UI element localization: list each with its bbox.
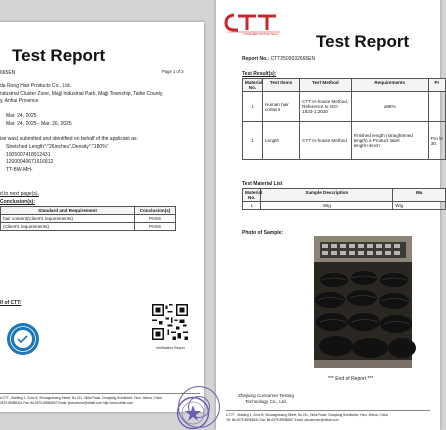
table-header: Material No. [243,189,261,202]
official-seal-icon [176,396,210,430]
table-cell: 1 [243,92,263,122]
table-cell: (Client's requirements) [1,223,135,231]
table-cell: Pro le 30. [428,122,445,160]
table-header: Test Method [300,79,351,92]
sample-code-2: 12000040671616812 [6,159,54,165]
table-header: Ma [393,189,446,202]
table-cell: Wig [261,202,393,210]
client-address-line1: ndustrial Cluster Zone, Majji Industrial Park, Majji Township, Taihe County, [0,91,164,97]
table-cell: Length [263,122,300,160]
table-row [1,223,176,231]
material-table [242,188,446,210]
table-cell: PASS [135,215,176,223]
table-header: Standard and Requirement [1,207,135,215]
table-row [243,202,446,210]
table-cell: CTT In-house Method [300,122,351,160]
photo-heading: Photo of Sample: [242,230,284,236]
table-row [243,122,446,160]
report-number-value: CTT2503032665EN [270,56,316,62]
sample-description: Stretched Length":"26inches",Density":"180%" [6,144,109,150]
table-row [1,215,176,223]
table-cell: hair content(Client's requirements) [1,215,135,223]
table-cell: 1 [243,122,263,160]
footer-divider [226,410,430,411]
logo-subtitle: CONSUMER TESTING TECH [243,33,278,36]
table-cell [428,92,445,122]
table-header: Conclusion(s) [135,207,176,215]
table-header: Sample Description [261,189,393,202]
next-page-note: d to next page(s). [0,191,39,197]
sample-received-date: Mar. 24, 2025 [6,113,37,119]
footer-address: # CTT , Building 1, Zone B, Shuangshuang Street, No.211, Xinke Road, Chaojiang Subdistrict, Yiwu, Jinhua, China [0,396,162,400]
table-header: Material No. [243,79,263,92]
qr-caption: Verification Report [156,346,185,350]
table-header: Pr [428,79,445,92]
sample-statement: ise was) submitted and identified on behalf of the applicant as: [0,136,138,142]
report-page-2 [216,0,443,430]
table-cell: 1 [243,202,261,210]
table-row [243,92,446,122]
click-for-authentication-badge-icon[interactable] [6,322,40,356]
table-header: Requirements [351,79,428,92]
footer-contact: 0579-89986341 Fax: 86-0579-89986567 Email: yiwuservice@cttlab.com http://www.cttlab.com [0,401,134,405]
footer-divider [0,393,200,394]
conclusion-table [0,206,176,231]
sample-code-3: TT-BW-MH- [6,167,33,173]
results-heading: Test Result(s): [242,71,277,77]
footer-contact: Tel: 86-0579-89986341 Fax: 86-0579-89986567 Email: yiwuservice@cttlab.com [226,418,339,422]
table-cell: Human hair content [263,92,300,122]
report-page-1 [0,22,204,412]
report-number-fragment: 665EN [0,70,16,76]
verification-qr-code[interactable] [152,304,188,340]
page-title: Test Report [316,32,410,51]
testing-period: Mar. 24, 2025 - Mar. 26, 2025 [6,121,72,127]
page-title: Test Report [12,46,106,65]
table-header: Test Items [263,79,300,92]
material-list-heading: Test Material List [242,181,283,187]
footer-address: # CTT , Building 1, Zone B, Shuangshuang Street, No.211, Xinke Road, Chaojiang Subdistrict, Yiwu, Jinhua, China [226,413,388,417]
client-name: da Rong Hair Products Co., Ltd. [0,83,71,89]
company-name: Zhejiang Consumer Testing Technology Co., Ltd. [238,393,294,404]
on-behalf-label: lf of CTT: [0,300,22,306]
sample-code-1: 1005007418912431 [6,152,51,158]
conclusion-heading: Conclusion(s): [0,199,35,205]
client-address-line2: y, Anhui Province [0,98,39,104]
report-number-label: Report No.: [242,56,270,62]
page-number: Page 1 of 3 [162,69,184,74]
report-number [242,56,315,62]
sample-photo [314,236,412,368]
table-cell: Finished length (straightened length) ≥ Product label length+4inch [351,122,428,160]
table-cell: PASS [135,223,176,231]
end-of-report: *** End of Report *** [328,376,374,382]
table-cell: ≥98% [351,92,428,122]
results-table [242,78,446,160]
table-cell: CTT In-house Method, Reference to ISO 1833-1:2020 [300,92,351,122]
table-cell: Wig [393,202,446,210]
